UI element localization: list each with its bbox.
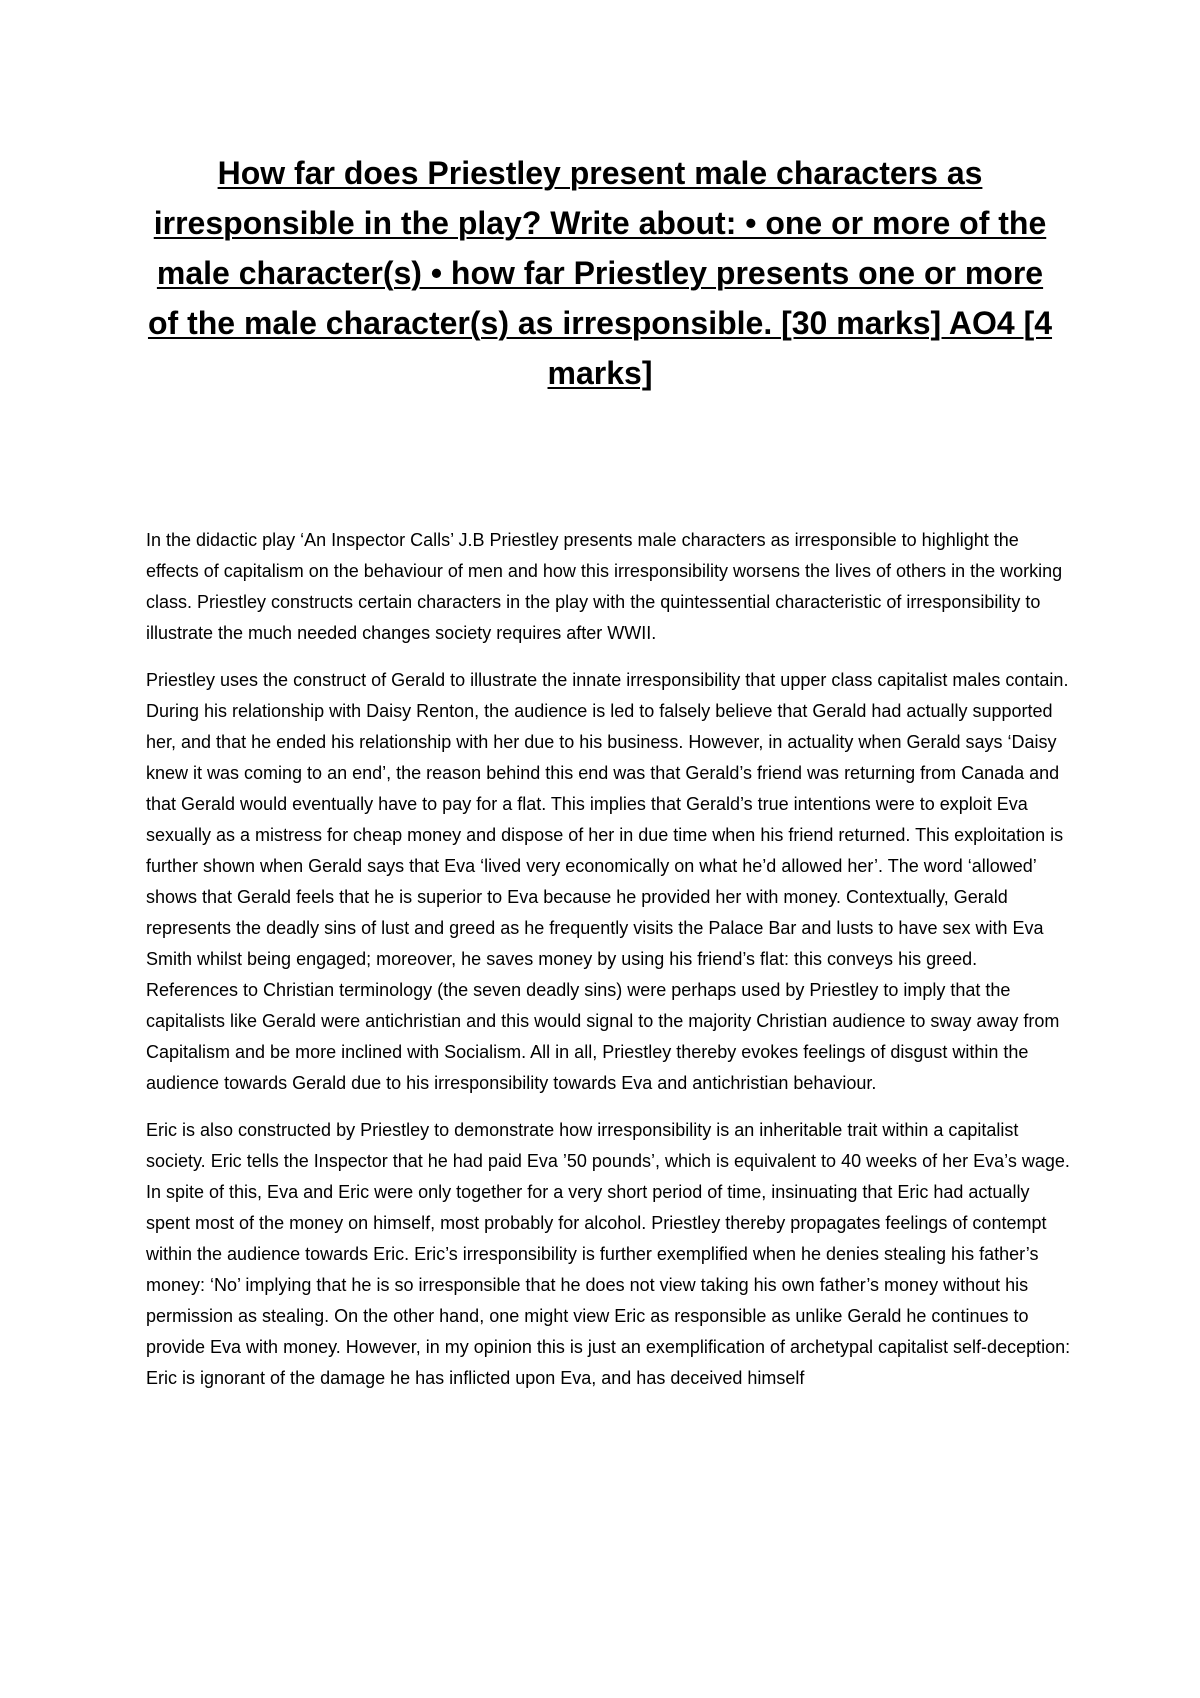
essay-question-title: How far does Priestley present male characters as irresponsible in the play? Write about: • one or more of the male character(s) • how far Priestley presents one or more of the male character(s) as irresponsible. [30 marks] AO4 [4 marks] <box>147 155 1053 391</box>
paragraph-introduction: In the didactic play ‘An Inspector Calls’ J.B Priestley presents male characters as irresponsible to highlight the effects of capitalism on the behaviour of men and how this irresponsibility worsens the lives of others in the working class. Priestley constructs certain characters in the play with the quintessential characteristic of irresponsibility to illustrate the much needed changes society requires after WWII. <box>146 530 1063 643</box>
paragraph-gerald: Priestley uses the construct of Gerald to illustrate the innate irresponsibility that upper class capitalist males contain. During his relationship with Daisy Renton, the audience is led to falsely believe that Gerald had actually supported her, and that he ended his relationship with her due to his business. However, in actuality when Gerald says ‘Daisy knew it was coming to an end’, the reason behind this end was that Gerald’s friend was returning from Canada and that Gerald would eventually have to pay for a flat. This implies that Gerald’s true intentions were to exploit Eva sexually as a mistress for cheap money and dispose of her in due time when his friend returned. This exploitation is further shown when Gerald says that Eva ‘lived very economically on what he’d allowed her’. The word ‘allowed’ shows that Gerald feels that he is superior to Eva because he provided her with money. Contextually, Gerald represents the deadly sins of lust and greed as he frequently visits the Palace Bar and lusts to have sex with Eva Smith whilst being engaged; moreover, he saves money by using his friend’s flat: this conveys his greed. References to Christian terminology (the seven deadly sins) were perhaps used by Priestley to imply that the capitalists like Gerald were antichristian and this would signal to the majority Christian audience to sway away from Capitalism and be more inclined with Socialism. All in all, Priestley thereby evokes feelings of disgust within the audience towards Gerald due to his irresponsibility towards Eva and antichristian behaviour. <box>146 670 1069 1093</box>
essay-body <box>146 525 1071 1410</box>
paragraph-eric: Eric is also constructed by Priestley to demonstrate how irresponsibility is an inheritable trait within a capitalist society. Eric tells the Inspector that he had paid Eva ’50 pounds’, which is equivalent to 40 weeks of her Eva’s wage. In spite of this, Eva and Eric were only together for a very short period of time, insinuating that Eric had actually spent most of the money on himself, most probably for alcohol. Priestley thereby propagates feelings of contempt within the audience towards Eric. Eric’s irresponsibility is further exemplified when he denies stealing his father’s money: ‘No’ implying that he is so irresponsible that he does not view taking his own father’s money without his permission as stealing. On the other hand, one might view Eric as responsible as unlike Gerald he continues to provide Eva with money. However, in my opinion this is just an exemplification of archetypal capitalist self-deception: Eric is ignorant of the damage he has inflicted upon Eva, and has deceived himself <box>146 1120 1071 1388</box>
